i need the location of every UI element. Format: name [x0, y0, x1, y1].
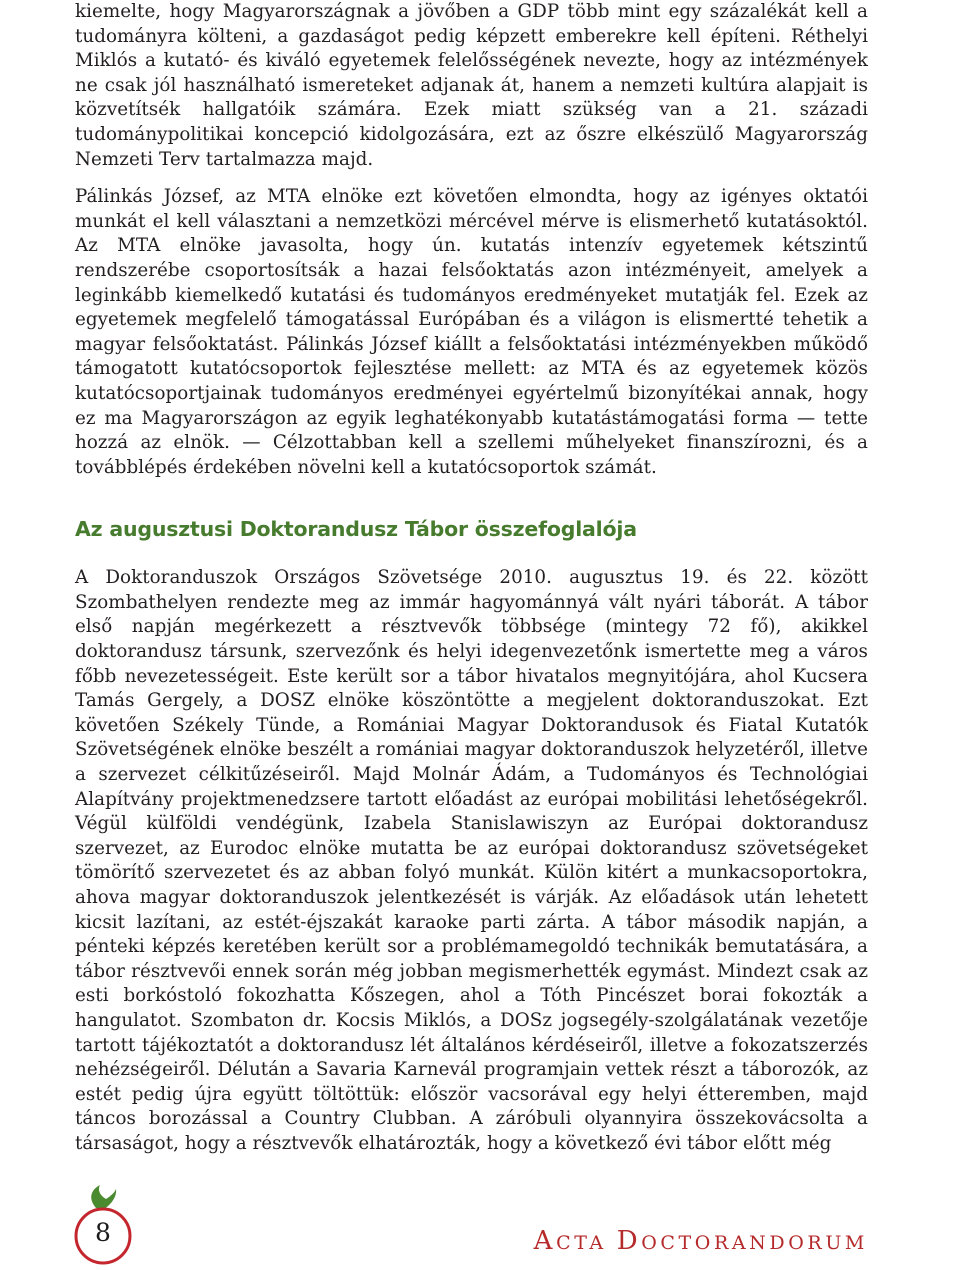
journal-word1-initial: A — [533, 1226, 557, 1256]
section-heading: Az augusztusi Doktorandusz Tábor összefoglalója — [75, 517, 637, 542]
journal-word2-rest: OCTORANDORUM — [641, 1232, 868, 1254]
journal-title — [533, 1226, 868, 1256]
journal-word1-rest: CTA — [556, 1232, 607, 1254]
journal-word2-initial: D — [616, 1226, 642, 1256]
article-body — [75, 0, 868, 1157]
page-number: 8 — [95, 1218, 111, 1247]
paragraph-1: kiemelte, hogy Magyarországnak a jövőben a GDP több mint egy százalékát kell a tudományra költeni, a gazdaságot pedig képzett emberekre kell építeni. Réthelyi Miklós a kutató- és kiváló egyetemek felelősségének nevezte, hogy az intézmények ne csak jól használható ismereteket adjanak át, hanem a nemzeti kultúra alapjait is közvetítsék hallgatóik számára. Ezek miatt szükség van a 21. századi tudománypolitikai koncepció kidolgozására, ezt az őszre elkészülő Magyarország Nemzeti Terv tartalmazza majd. — [75, 1, 868, 170]
paragraph-3: A Doktoranduszok Országos Szövetsége 2010. augusztus 19. és 22. között Szombathelyen rendezte meg az immár hagyománnyá vált nyári táborát. A tábor első napján megérkezett a résztvevők többsége (mintegy 72 fő), akikkel doktorandusz társunk, szervezőnk és helyi idegenvezetőnk ismertette meg a város főbb nevezetességeit. Este került sor a tábor hivatalos megnyitójára, ahol Kucsera Tamás Gergely, a DOSZ elnöke köszöntötte a megjelent doktoranduszokat. Ezt követően Székely Tünde, a Romániai Magyar Doktorandusok és Fiatal Kutatók Szövetségének elnöke beszélt a romániai magyar doktoranduszok helyzetéről, illetve a szervezet célkitűzéseiről. Majd Molnár Ádám, a Tudományos és Technológiai Alapítvány projektmenedzsere tartott előadást az európai mobilitási lehetőségekről. Végül külföldi vendégünk, Izabela Stanislawiszyn az Európai doktorandusz szervezet, az Eurodoc elnöke mutatta be az európai doktorandusz szövetségeket tömörítő szervezetet és az abban folyó munkát. Külön kitért a munkacsoportokra, ahova magyar doktoranduszok jelentkezését is várják. Az előadások után lehetett kicsit lazítani, az estét-éjszakát karaoke parti zárta. A tábor második napján, a pénteki képzés keretében került sor a problémamegoldó technikák bemutatására, a tábor résztvevői ennek során még jobban megismerhették egymást. Mindezt csak az esti borkóstoló fokozhatta Kőszegen, ahol a Tóth Pincészet borai fokozták a hangulatot. Szombaton dr. Kocsis Miklós, a DOSz jogsegély-szolgálatának vezetője tartott tájékoztatót a doktorandusz lét általános kérdéseiről, illetve a fokozatszerzés nehézségeiről. Délután a Savaria Karnevál programjain vettek részt a táborozók, az estét pedig újra együtt töltöttük: először vacsorával egy helyi étteremben, majd táncos borozással a Country Clubban. A záróbuli olyannyira összekovácsolta a társaságot, hogy a résztvevők elhatározták, hogy a következő évi tábor előtt még — [75, 567, 868, 1154]
paragraph-2: Pálinkás József, az MTA elnöke ezt követően elmondta, hogy az igényes oktatói munkát el kell választani a nemzetközi mércével mérve is elismerhető kutatásoktól. Az MTA elnöke javasolta, hogy ún. kutatás intenzív egyetemek kétszintű rendszerébe csoportosítsák a hazai felsőoktatás azon intézményeit, amelyek a leginkább kiemelkedő kutatási és tudományos eredményeket mutatják fel. Ezek az egyetemek megfelelő támogatással Európában és a világon is elismertté tehetik a magyar felsőoktatást. Pálinkás József kiállt a felsőoktatási intézményekben működő támogatott kutatócsoportok fejlesztése mellett: az MTA és az egyetemek közös kutatócsoportjainak tudományos eredményei egyértelmű bizonyítékai annak, hogy ez ma Magyarországon az egyik leghatékonyabb kutatástámogatási forma — tette hozzá az elnök. — Célzottabban kell a szellemi műhelyeket finanszírozni, és a továbblépés érdekében növelni kell a kutatócsoportok számát. — [75, 186, 868, 478]
